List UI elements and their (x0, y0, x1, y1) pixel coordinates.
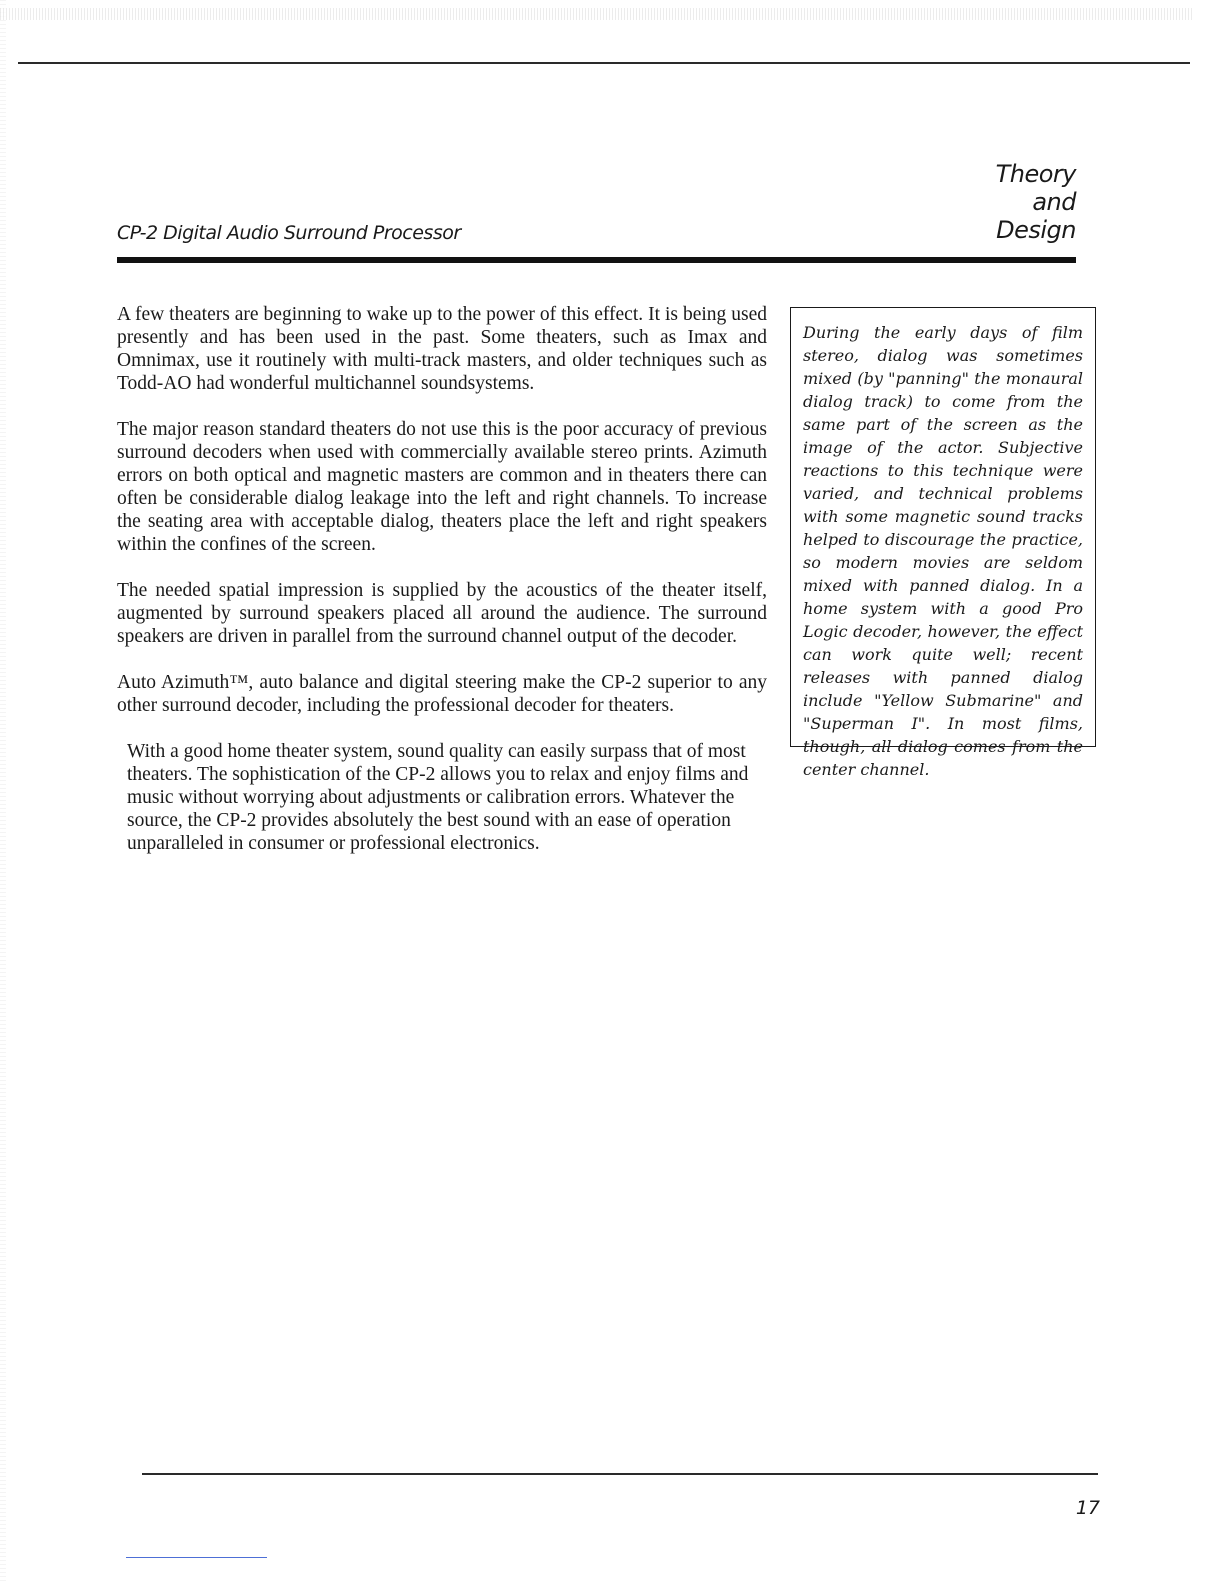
paragraph: The needed spatial impression is supplied by the acoustics of the theater itself, augmented by surround speakers placed all around the audience. The surround speakers are driven in parallel from the surround channel output of the decoder. (117, 580, 767, 647)
document-title: CP-2 Digital Audio Surround Processor (117, 222, 461, 244)
footer-rule (142, 1473, 1098, 1475)
page-number: 17 (1075, 1497, 1100, 1519)
paragraph: The major reason standard theaters do not use this is the poor accuracy of previous surround decoders when used with commercially available stereo prints. Azimuth errors on both optical and magnetic masters are common and in theaters there can often be considerable dialog leakage into the left and right channels. To increase the seating area with acceptable dialog, theaters place the left and right speakers within the confines of the screen. (117, 419, 767, 555)
sidebar-note: During the early days of film stereo, dialog was sometimes mixed (by "panning" the monaural dialog track) to come from the same part of the screen as the image of the actor. Subjective reactions to this technique were varied, and technical problems with some magnetic sound tracks helped to discourage the practice, so modern movies are seldom mixed with panned dialog. In a home system with a good Pro Logic decoder, however, the effect can work quite well; recent releases with panned dialog include "Yellow Submarine" and "Superman I". In most films, though, all dialog comes from the center channel. (790, 307, 1096, 747)
paragraph: Auto Azimuth™, auto balance and digital steering make the CP-2 superior to any other surround decoder, including the professional decoder for theaters. (117, 672, 767, 716)
section-title-line: and (1032, 188, 1076, 216)
section-title-line: Theory (995, 160, 1076, 188)
scan-edge (0, 0, 6, 1584)
section-title (996, 160, 1076, 244)
scan-artifact-line (126, 1557, 267, 1558)
body-text (117, 303, 767, 878)
section-title-line: Design (996, 216, 1076, 244)
paragraph: A few theaters are beginning to wake up to the power of this effect. It is being used presently and has been used in the past. Some theaters, such as Imax and Omnimax, use it routinely with multi-track masters, and older techniques such as Todd-AO had wonderful multichannel soundsystems. (117, 304, 767, 394)
top-rule (18, 62, 1190, 64)
scan-speckle (0, 8, 1194, 20)
paragraph: With a good home theater system, sound quality can easily surpass that of most theaters. The sophistication of the CP-2 allows you to relax and enjoy films and music without worrying about adjustments or calibration errors. Whatever the source, the CP-2 provides absolutely the best sound with an ease of operation unparalleled in consumer or professional electronics. (127, 741, 749, 854)
header-rule (117, 257, 1076, 263)
